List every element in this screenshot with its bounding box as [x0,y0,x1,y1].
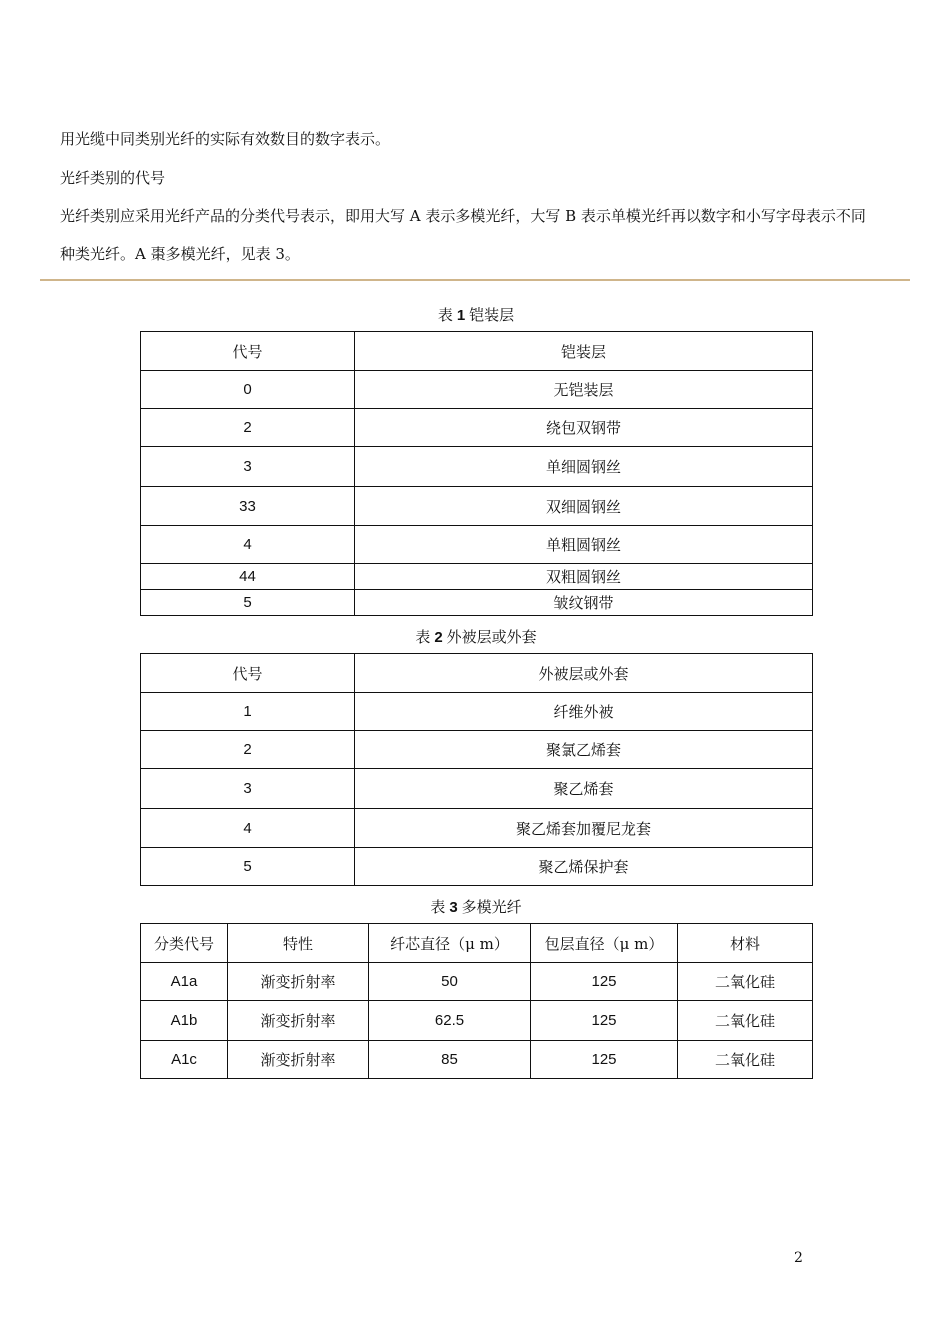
table3-caption-number: 3 [449,899,458,916]
table-row [141,693,813,731]
multimode-fiber-table [140,923,813,1079]
armor-cell: 单细圆钢丝 [355,447,813,487]
material-cell: 二氧化硅 [678,1041,813,1079]
code-cell: 0 [141,371,355,409]
table2-caption-title: 外被层或外套 [446,628,537,646]
core-diameter-cell: 85 [369,1041,531,1079]
header-cell-material: 材料 [678,924,813,963]
table2-caption [140,626,812,647]
armor-cell: 无铠装层 [355,371,813,409]
property-cell: 渐变折射率 [228,963,369,1001]
table-row [141,564,813,590]
header-cell-cladding-diameter: 包层直径（μ m） [531,924,678,963]
code-cell: 2 [141,409,355,447]
table-row [141,731,813,769]
table2-caption-prefix: 表 [415,628,431,646]
header-cell-sheath: 外被层或外套 [355,654,813,693]
table3-caption [140,896,812,917]
table-row [141,590,813,616]
table-row [141,487,813,526]
table-row [141,447,813,487]
body-paragraph-1: 用光缆中同类别光纤的实际有效数目的数字表示。 [60,130,391,148]
class-code-cell: A1c [141,1041,228,1079]
code-cell: 3 [141,447,355,487]
code-cell: 4 [141,809,355,848]
armor-cell: 单粗圆钢丝 [355,526,813,564]
core-diameter-cell: 62.5 [369,1001,531,1041]
code-cell: 2 [141,731,355,769]
table1-caption-title: 铠装层 [469,306,515,324]
table3-caption-prefix: 表 [430,898,446,916]
header-cell-code: 代号 [141,654,355,693]
sheath-cell: 聚乙烯套加覆尼龙套 [355,809,813,848]
cladding-diameter-cell: 125 [531,1041,678,1079]
cladding-diameter-cell: 125 [531,963,678,1001]
table2-caption-number: 2 [434,629,443,646]
code-cell: 33 [141,487,355,526]
code-cell: 3 [141,769,355,809]
header-cell-class-code: 分类代号 [141,924,228,963]
class-code-cell: A1b [141,1001,228,1041]
material-cell: 二氧化硅 [678,963,813,1001]
table-row [141,963,813,1001]
core-diameter-cell: 50 [369,963,531,1001]
code-cell: 4 [141,526,355,564]
code-cell: 44 [141,564,355,590]
material-cell: 二氧化硅 [678,1001,813,1041]
table-row [141,809,813,848]
cladding-diameter-cell: 125 [531,1001,678,1041]
sheath-cell: 聚乙烯保护套 [355,848,813,886]
table1-caption-number: 1 [456,307,466,324]
table-header-row [141,924,813,963]
table-row [141,848,813,886]
section-divider [40,279,910,281]
header-cell-property: 特性 [228,924,369,963]
table-row [141,371,813,409]
sheath-table [140,653,813,886]
code-cell: 1 [141,693,355,731]
table-row [141,526,813,564]
table1-caption-prefix: 表 [437,306,453,324]
page-number: 2 [794,1250,803,1266]
header-cell-core-diameter: 纤芯直径（μ m） [369,924,531,963]
table-row [141,1001,813,1041]
armor-cell: 双粗圆钢丝 [355,564,813,590]
header-cell-code: 代号 [141,332,355,371]
body-paragraph-2: 光纤类别应采用光纤产品的分类代号表示，即用大写 A 表示多模光纤，大写 B 表示单模光纤再以数字和小写字母表示不同 [60,207,866,225]
table-header-row [141,654,813,693]
class-code-cell: A1a [141,963,228,1001]
code-cell: 5 [141,590,355,616]
sheath-cell: 纤维外被 [355,693,813,731]
body-paragraph-3: 种类光纤。A 棗多模光纤，见表 3。 [60,245,300,263]
armor-cell: 皱纹钢带 [355,590,813,616]
armor-cell: 双细圆钢丝 [355,487,813,526]
property-cell: 渐变折射率 [228,1001,369,1041]
table3-caption-title: 多模光纤 [461,898,522,916]
armor-cell: 绕包双钢带 [355,409,813,447]
table-row [141,769,813,809]
table-row [141,409,813,447]
table1-caption [140,304,812,325]
sheath-cell: 聚乙烯套 [355,769,813,809]
sheath-cell: 聚氯乙烯套 [355,731,813,769]
code-cell: 5 [141,848,355,886]
table-row [141,1041,813,1079]
header-cell-armor: 铠装层 [355,332,813,371]
property-cell: 渐变折射率 [228,1041,369,1079]
table-header-row [141,332,813,371]
armor-table [140,331,813,616]
section-heading: 光纤类别的代号 [60,169,166,187]
